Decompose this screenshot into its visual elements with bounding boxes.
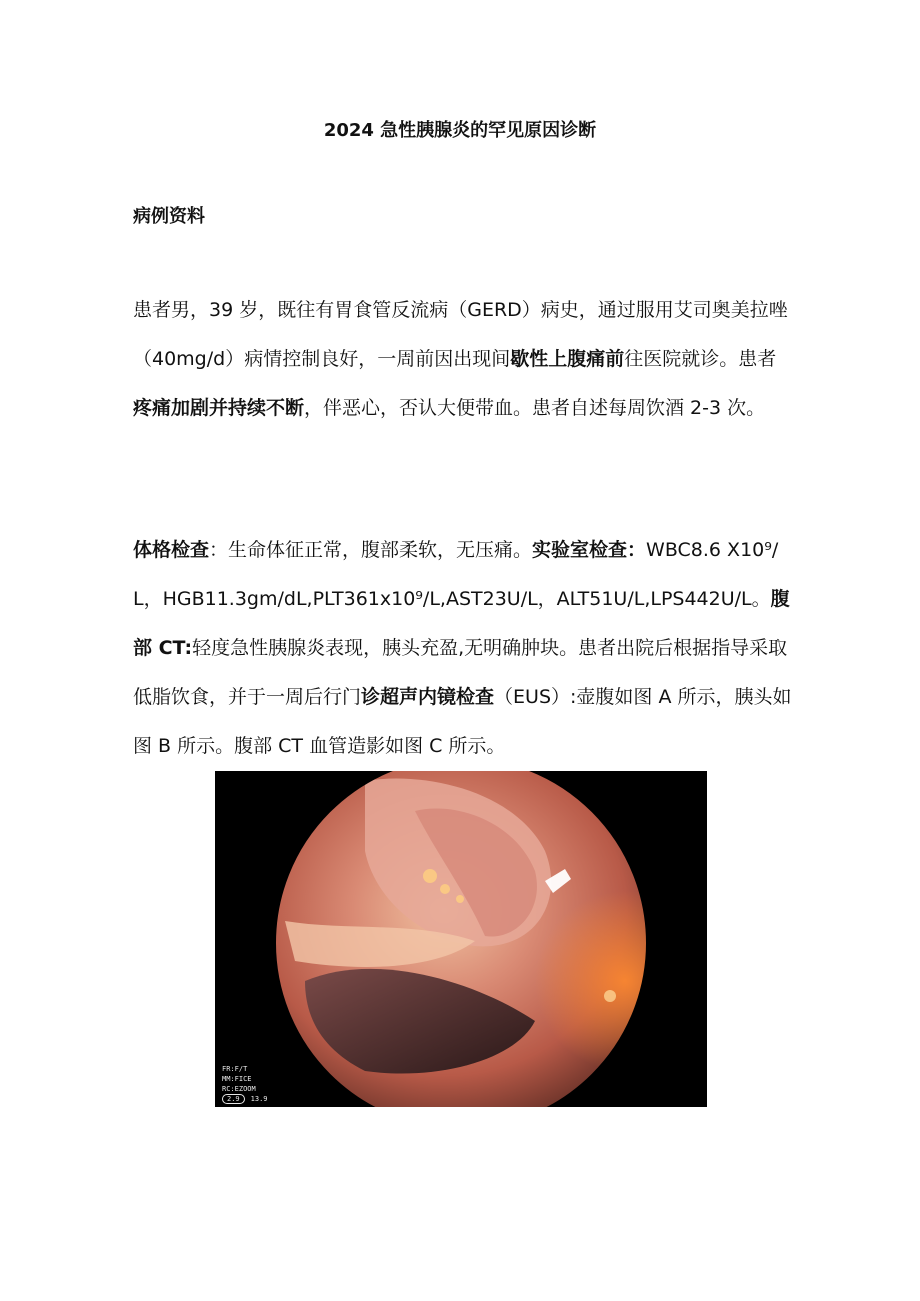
endoscopy-view (215, 771, 707, 1107)
overlay-line (222, 1094, 268, 1104)
document-title: 2024 急性胰腺炎的罕见原因诊断 (323, 120, 597, 141)
text-span: 往医院就诊。患者 (624, 348, 777, 370)
bold-span: 疼痛加剧并持续不断 (133, 397, 305, 419)
examination-paragraph (133, 526, 793, 771)
overlay-line: MM:FICE (222, 1075, 252, 1083)
case-history-paragraph (133, 286, 793, 433)
text-span: ，伴恶心，否认大便带血。患者自述每周饮酒 2-3 次。 (304, 397, 766, 419)
endoscope-settings-overlay (222, 1064, 268, 1104)
bold-span: 腹部 CT: (133, 588, 790, 659)
overlay-line: FR:F/T (222, 1065, 248, 1073)
text-span: 轻度急性胰腺炎表现，胰头充盈,无明确肿块。患者出院后根据指导采取低脂饮食，并于一周后行门 (133, 637, 788, 708)
text-span: （EUS）:壶腹如图 A 所示，胰头如图 B 所示。腹部 CT 血管造影如图 C 所示。 (133, 686, 792, 757)
bold-span: 诊超声内镜检查 (361, 686, 495, 708)
text-span: WBC8.6 X10⁹/L，HGB11.3gm/dL,PLT361x10⁹/L,AST23U/L，ALT51U/L,LPS442U/L。 (133, 539, 779, 610)
section-heading: 病例资料 (133, 206, 205, 227)
text-span: ：生命体征正常，腹部柔软，无压痛。 (209, 539, 533, 561)
overlay-value: 13.9 (250, 1095, 268, 1103)
bold-span: 歇性上腹痛前 (510, 348, 625, 370)
bold-span: 实验室检查： (532, 539, 647, 561)
endoscopy-image (215, 771, 707, 1107)
overlay-badge: 2.9 (222, 1094, 245, 1104)
bold-span: 体格检查 (133, 539, 210, 561)
overlay-line: RC:EZOOM (222, 1085, 256, 1093)
text-span: 患者男，39 岁，既往有胃食管反流病（GERD）病史，通过服用艾司奥美拉唑（40mg/d）病情控制良好，一周前因出现间 (133, 299, 788, 370)
